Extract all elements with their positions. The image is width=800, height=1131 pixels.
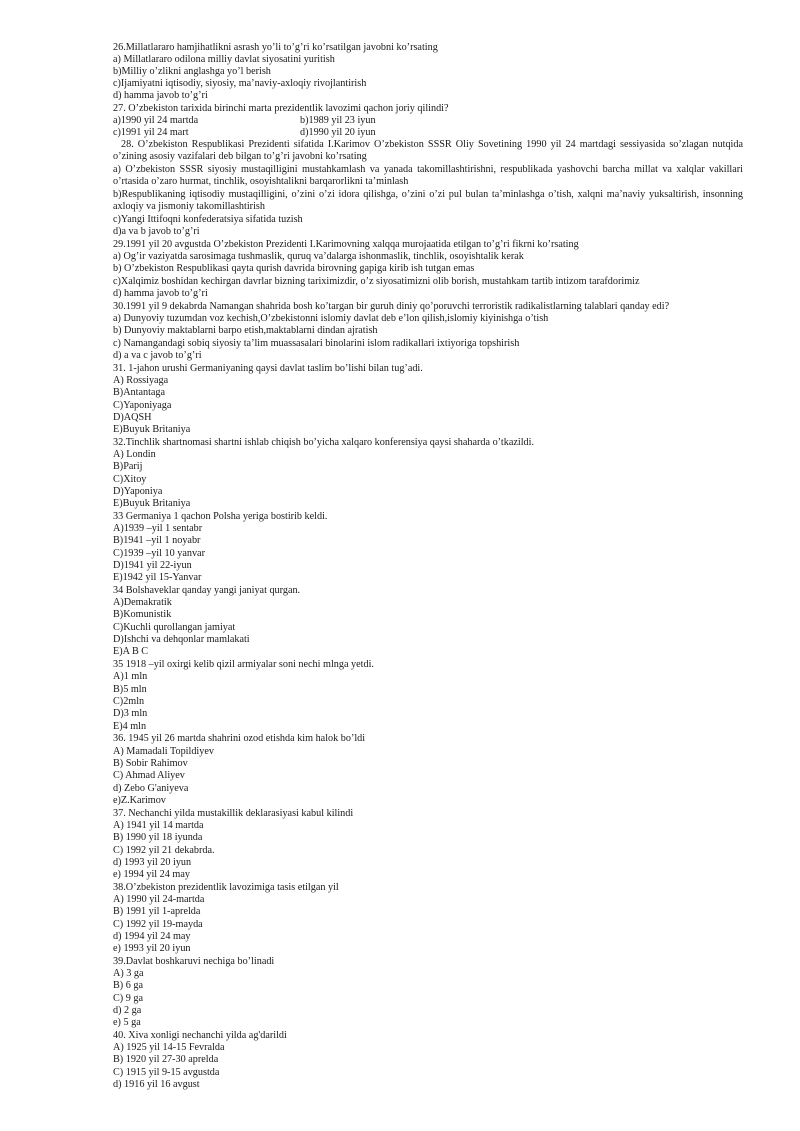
option: C) 1992 yil 19-mayda (113, 919, 203, 930)
option: B)5 mln (113, 684, 147, 695)
option-row (113, 115, 743, 127)
option-row (113, 127, 743, 139)
option: b)1989 yil 23 iyun (300, 115, 376, 126)
option: D)AQSH (113, 412, 152, 423)
option: b)Respublikaning iqtisodiy mustaqilligini, o’zini o’zi idora qilishga, o’zini o’zi pul bulan ta’minlashga o’tish, xalqni ma’naviy yuksaltirish, insonning axloqiy va jismoniy takomillashtirish (113, 189, 743, 213)
question-28: 28. O’zbekiston Respublikasi Prezidenti sifatida I.Karimov O’zbekiston SSSR Oliy Sovetining 1990 yil 24 martdagi sessiyasida so’zlagan nutqida o’zining asosiy vazifalari deb bilgan to’g’ri javobni ko’rsating (113, 139, 743, 163)
question-40: 40. Xiva xonligi nechanchi yilda ag'darildi (113, 1030, 287, 1041)
option: B) Sobir Rahimov (113, 758, 188, 769)
option: d) 1994 yil 24 may (113, 931, 191, 942)
option: c)Xalqimiz boshidan kechirgan davrlar bizning tariximizdir, o’z siyosatimizni olib borish, mustahkam tartib intizom tarafdorimiz (113, 276, 640, 287)
option: d) 1993 yil 20 iyun (113, 857, 192, 868)
option: e)Z.Karimov (113, 795, 166, 806)
question-34: 34 Bolshaveklar qanday yangi janiyat qurgan. (113, 585, 301, 596)
option: A) 3 ga (113, 968, 144, 979)
option: d) a va c javob to’g’ri (113, 350, 202, 361)
option: C)Yaponiyaga (113, 400, 172, 411)
option: B) 6 ga (113, 980, 143, 991)
option: b)Milliy o’zlikni anglashga yo’l berish (113, 66, 271, 77)
question-37: 37. Nechanchi yilda mustakillik deklarasiyasi kabul kilindi (113, 808, 354, 819)
option: C)1939 –yil 10 yanvar (113, 548, 205, 559)
option: a)1990 yil 24 martda (113, 115, 199, 126)
question-33: 33 Germaniya 1 qachon Polsha yeriga bostirib keldi. (113, 511, 328, 522)
option: C)2mln (113, 696, 145, 707)
option: B)Antantaga (113, 387, 166, 398)
option: d) 1916 yil 16 avgust (113, 1079, 200, 1090)
option: C) 9 ga (113, 993, 143, 1004)
option: b) Dunyoviy maktablarni barpo etish,maktablarni dindan ajratish (113, 325, 378, 336)
option: e) 1994 yil 24 may (113, 869, 190, 880)
question-32: 32.Tinchlik shartnomasi shartni ishlab chiqish bo’yicha xalqaro konferensiya qaysi shaharda o’tkazildi. (113, 437, 534, 448)
option: C)Xitoy (113, 474, 147, 485)
option: A) Rossiyaga (113, 375, 169, 386)
option: d) hamma javob to’g’ri (113, 288, 208, 299)
option: b) O’zbekiston Respublikasi qayta qurish davrida birovning gapiga kirib ish tutgan emas (113, 263, 475, 274)
option: a) O’zbekiston SSSR siyosiy mustaqilligini mustahkamlash va yanada takomillashtirishni, respublikada yashovchi barcha millat va xalqlar vakillari o’rtasida o’zaro hurmat, tinchlik, osoyishtalikni barqarorlikni ta’minlash (113, 164, 743, 188)
question-27: 27. O’zbekiston tarixida birinchi marta prezidentlik lavozimi qachon joriy qilindi? (113, 103, 449, 114)
option: c)Yangi Ittifoqni konfederatsiya sifatida tuzish (113, 214, 303, 225)
option: D)Ishchi va dehqonlar mamlakati (113, 634, 250, 645)
option: A) Londin (113, 449, 156, 460)
option: E)Buyuk Britaniya (113, 424, 191, 435)
option: B)Parij (113, 461, 143, 472)
question-31: 31. 1-jahon urushi Germaniyaning qaysi davlat taslim bo’lishi bilan tug’adi. (113, 363, 423, 374)
option: D)1941 yil 22-iyun (113, 560, 192, 571)
question-26: 26.Millatlararo hamjihatlikni asrash yo’li to’g’ri ko’rsatilgan javobni ko’rsating (113, 42, 438, 53)
option: E)Buyuk Britaniya (113, 498, 191, 509)
option: A) 1990 yil 24-martda (113, 894, 205, 905)
option: A)Demakratik (113, 597, 172, 608)
question-38: 38.O’zbekiston prezidentlik lavozimiga tasis etilgan yil (113, 882, 339, 893)
option: A) 1941 yil 14 martda (113, 820, 204, 831)
option: A)1939 –yil 1 sentabr (113, 523, 203, 534)
option: a) Og’ir vaziyatda sarosimaga tushmaslik, quruq va’dalarga ishonmaslik, tinchlik, osoyishtalik kerak (113, 251, 524, 262)
option: e) 1993 yil 20 iyun (113, 943, 191, 954)
option: a) Millatlararo odilona milliy davlat siyosatini yuritish (113, 54, 335, 65)
option: C) 1915 yil 9-15 avgustda (113, 1067, 220, 1078)
option: B) 1920 yil 27-30 aprelda (113, 1054, 219, 1065)
option: B)Komunistik (113, 609, 172, 620)
question-39: 39.Davlat boshkaruvi nechiga bo’linadi (113, 956, 275, 967)
option: E)A B C (113, 646, 149, 657)
option: d) 2 ga (113, 1005, 142, 1016)
option: d) Zebo G'aniyeva (113, 783, 189, 794)
option: B)1941 –yil 1 noyabr (113, 535, 201, 546)
option: A) 1925 yil 14-15 Fevralda (113, 1042, 225, 1053)
option: C)Kuchli qurollangan jamiyat (113, 622, 236, 633)
option: A)1 mln (113, 671, 148, 682)
option: A) Mamadali Topildiyev (113, 746, 214, 757)
option: E)1942 yil 15-Yanvar (113, 572, 202, 583)
option: D)Yaponiya (113, 486, 163, 497)
option: D)3 mln (113, 708, 148, 719)
option: E)4 mln (113, 721, 147, 732)
question-36: 36. 1945 yil 26 martda shahrini ozod etishda kim halok bo’ldi (113, 733, 366, 744)
option: c)Ijamiyatni iqtisodiy, siyosiy, ma’naviy-axloqiy rivojlantirish (113, 78, 367, 89)
option: a) Dunyoviy tuzumdan voz kechish,O’zbekistonni islomiy davlat deb e’lon qilish,islomiy kiyinishga o’tish (113, 313, 549, 324)
question-30: 30.1991 yil 9 dekabrda Namangan shahrida bosh ko’targan bir guruh diniy qo’poruvchi terroristik radikalistlarning talablari qanday edi? (113, 301, 670, 312)
option: B) 1990 yil 18 iyunda (113, 832, 203, 843)
question-29: 29.1991 yil 20 avgustda O’zbekiston Prezidenti I.Karimovning xalqqa murojaatida etilgan to’g’ri fikrni ko’rsating (113, 239, 579, 250)
option: d)a va b javob to’g’ri (113, 226, 200, 237)
option: C) Ahmad Aliyev (113, 770, 185, 781)
option: e) 5 ga (113, 1017, 141, 1028)
option: B) 1991 yil 1-aprelda (113, 906, 201, 917)
option: d)1990 yil 20 iyun (300, 127, 376, 138)
option: c) Namangandagi sobiq siyosiy ta’lim muassasalari binolarini islom radikallari ixtiyoriga topshirish (113, 338, 520, 349)
option: C) 1992 yil 21 dekabrda. (113, 845, 215, 856)
question-35: 35 1918 –yil oxirgi kelib qizil armiyalar soni nechi mlnga yetdi. (113, 659, 374, 670)
option: d) hamma javob to’g’ri (113, 90, 208, 101)
option: c)1991 yil 24 mart (113, 127, 189, 138)
